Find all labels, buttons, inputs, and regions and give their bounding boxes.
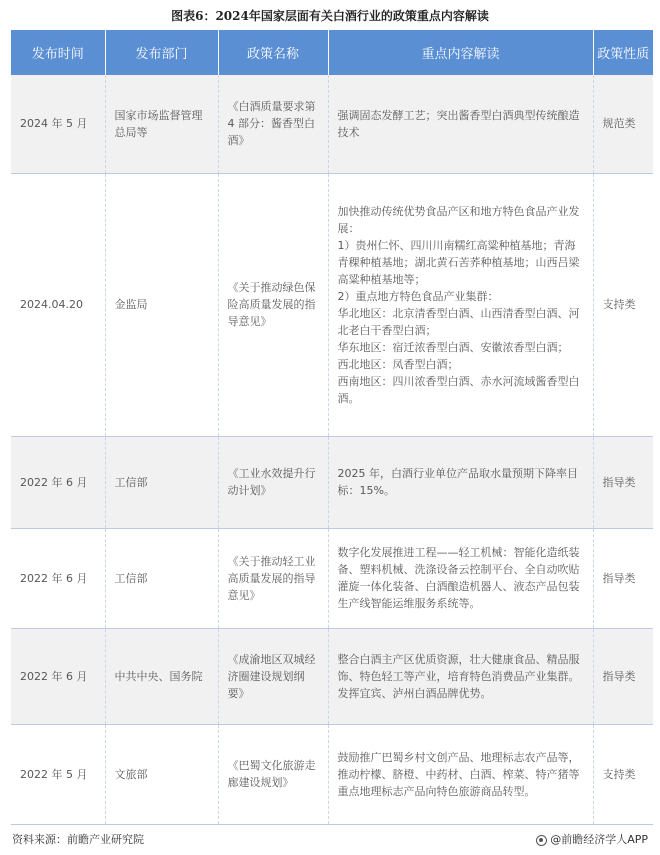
- source-note: 资料来源：前瞻产业研究院: [12, 833, 144, 846]
- header-policy-nature: 政策性质: [593, 30, 653, 75]
- table-row: [11, 628, 653, 724]
- cell-key-content: [328, 436, 593, 528]
- cell-date: 2024 年 5 月: [11, 75, 105, 173]
- cell-policy-name: 《白酒质量要求第 4 部分：酱香型白酒》: [218, 75, 328, 173]
- header-date: 发布时间: [11, 30, 105, 75]
- cell-key-content: [328, 724, 593, 824]
- table-header-row: [11, 30, 653, 75]
- content-line: 华东地区：宿迁浓香型白酒、安徽浓香型白酒；: [337, 340, 569, 354]
- cell-policy-nature: 指导类: [593, 528, 653, 628]
- cell-key-content: [328, 75, 593, 173]
- cell-policy-name: 《工业水效提升行动计划》: [218, 436, 328, 528]
- chart-title: 图表6：2024年国家层面有关白酒行业的政策重点内容解读: [171, 9, 489, 23]
- header-department: 发布部门: [105, 30, 218, 75]
- content-line: 强调固态发酵工艺；突出酱香型白酒典型传统酿造技术: [337, 108, 580, 139]
- cell-key-content: [328, 528, 593, 628]
- cell-department: 文旅部: [105, 724, 218, 824]
- cell-department: 国家市场监督管理总局等: [105, 75, 218, 173]
- qianzhan-logo-icon: [536, 835, 547, 846]
- content-line: 西北地区：凤香型白酒；: [337, 357, 459, 371]
- cell-date: 2024.04.20: [11, 173, 105, 436]
- content-line: 西南地区：四川浓香型白酒、赤水河流域酱香型白酒。: [337, 374, 580, 405]
- brand-credit: [536, 833, 648, 847]
- content-line: 数字化发展推进工程——轻工机械：智能化造纸装备、塑料机械、洗涤设备云控制平台、全自动吹贴灌旋一体化装备、白酒酿造机器人、液态产品包装生产线智能运维服务系统等。: [337, 546, 580, 610]
- cell-department: 工信部: [105, 436, 218, 528]
- content-line: 2025 年，白酒行业单位产品取水量预期下降率目标：15%。: [337, 467, 578, 497]
- cell-policy-name: 《巴蜀文化旅游走廊建设规划》: [218, 724, 328, 824]
- cell-key-content: [328, 173, 593, 436]
- cell-policy-nature: 规范类: [593, 75, 653, 173]
- table-row: [11, 724, 653, 824]
- cell-date: 2022 年 5 月: [11, 724, 105, 824]
- cell-key-content: [328, 628, 593, 724]
- cell-date: 2022 年 6 月: [11, 628, 105, 724]
- content-line: 整合白酒主产区优质资源，壮大健康食品、精品服饰、特色轻工等产业，培育特色消费品产业集群。发挥宜宾、泸州白酒品牌优势。: [337, 652, 580, 700]
- content-line: 2）重点地方特色食品产业集群：: [337, 289, 499, 303]
- cell-policy-name: 《关于推动轻工业高质量发展的指导意见》: [218, 528, 328, 628]
- table-row: [11, 528, 653, 628]
- cell-department: 工信部: [105, 528, 218, 628]
- cell-date: 2022 年 6 月: [11, 436, 105, 528]
- cell-policy-nature: 支持类: [593, 173, 653, 436]
- policy-table: [11, 30, 653, 825]
- cell-policy-name: 《成渝地区双城经济圈建设规划纲要》: [218, 628, 328, 724]
- content-line: 加快推动传统优势食品产区和地方特色食品产业发展：: [337, 204, 580, 235]
- cell-policy-nature: 支持类: [593, 724, 653, 824]
- header-key-content: 重点内容解读: [328, 30, 593, 75]
- cell-policy-nature: 指导类: [593, 436, 653, 528]
- content-line: 1）贵州仁怀、四川川南糯红高粱种植基地；青海青稞种植基地；湖北黄石苦荞种植基地；山西吕梁高粱种植基地等；: [337, 238, 580, 286]
- table-row: [11, 436, 653, 528]
- cell-policy-name: 《关于推动绿色保险高质量发展的指导意见》: [218, 173, 328, 436]
- cell-policy-nature: 指导类: [593, 628, 653, 724]
- table-row: [11, 173, 653, 436]
- content-line: 华北地区：北京清香型白酒、山西清香型白酒、河北老白干香型白酒；: [337, 306, 580, 337]
- cell-department: 金监局: [105, 173, 218, 436]
- cell-department: 中共中央、国务院: [105, 628, 218, 724]
- table-row: [11, 75, 653, 173]
- content-line: 鼓励推广巴蜀乡村文创产品、地理标志农产品等，推动柠檬、脐橙、中药材、白酒、榨菜、特产猪等重点地理标志产品向特色旅游商品转型。: [337, 750, 580, 798]
- cell-date: 2022 年 6 月: [11, 528, 105, 628]
- brand-text: @前瞻经济学人APP: [550, 833, 648, 846]
- header-policy-name: 政策名称: [218, 30, 328, 75]
